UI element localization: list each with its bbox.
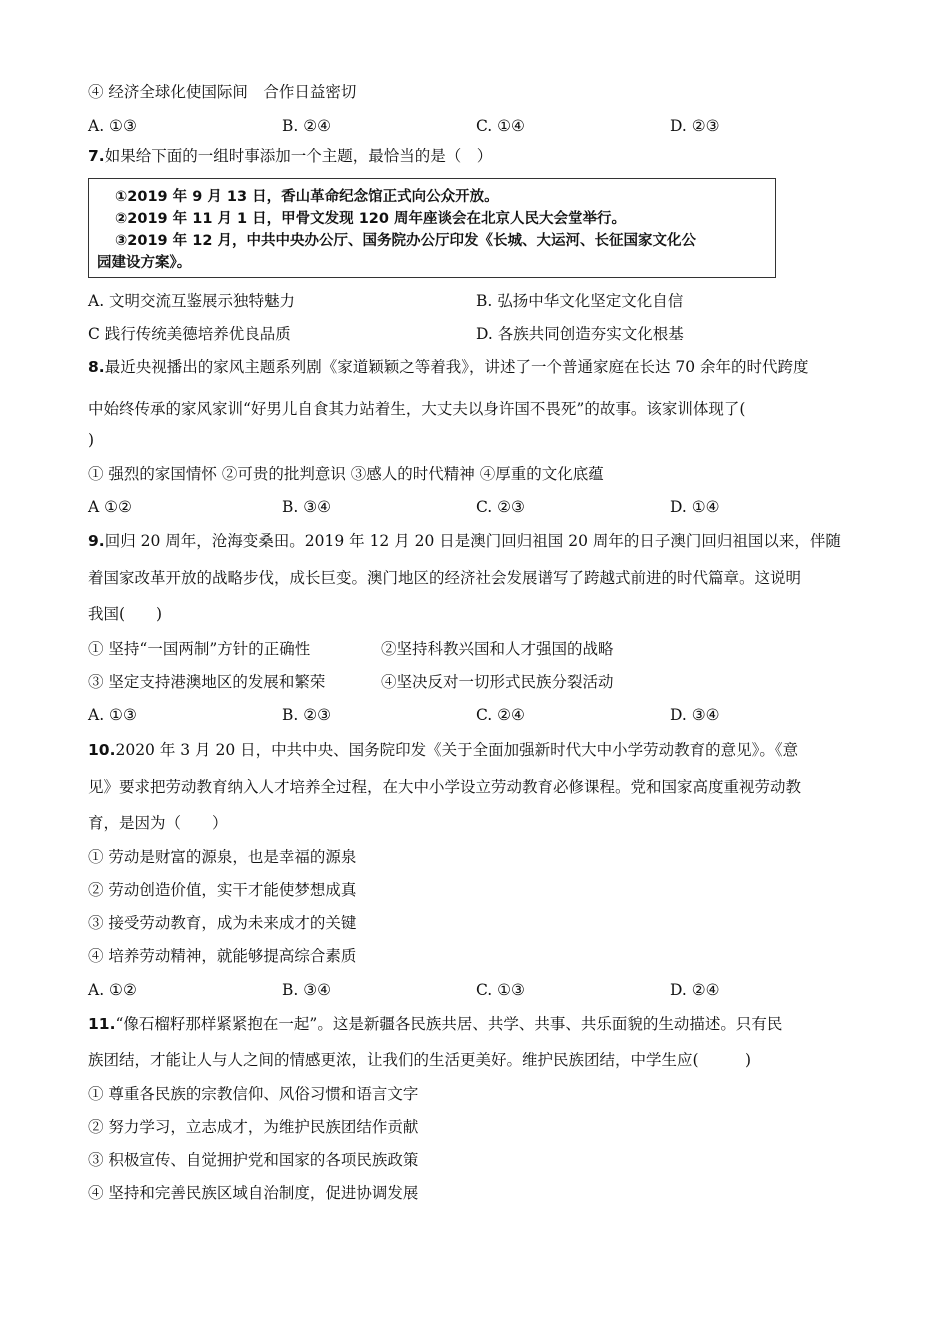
q8-option-c[interactable]: C. ②③ <box>476 498 525 516</box>
q8-stem-text-1: 最近央视播出的家风主题系列剧《家道颖颖之等着我》，讲述了一个普通家庭在长达 70 余年的时代跨度 <box>104 358 809 376</box>
q9-options <box>88 705 808 725</box>
q9-option-a[interactable]: A. ①③ <box>88 706 137 724</box>
q10-number: 10. <box>88 741 116 759</box>
q7-events-box <box>88 178 776 278</box>
q7-stem <box>88 146 492 166</box>
q11-stem-text-1: “像石榴籽那样紧紧抱在一起”。这是新疆各民族共居、共学、共事、共乐面貌的生动描述。只有民 <box>115 1015 783 1033</box>
q8-option-a[interactable]: A ①② <box>88 498 132 516</box>
q9-stem-text-1: 回归 20 周年，沧海变桑田。2019 年 12 月 20 日是澳门回归祖国 20 周年的日子澳门回归祖国以来，伴随 <box>104 532 841 550</box>
q10-option-a[interactable]: A. ①② <box>88 981 137 999</box>
q9-item-2: ②坚持科教兴国和人才强国的战略 <box>381 640 614 658</box>
q7-number: 7. <box>88 147 105 165</box>
q7-option-a[interactable]: A. 文明交流互鉴展示独特魅力 <box>88 292 296 310</box>
q10-stem-text-1: 2020 年 3 月 20 日，中共中央、国务院印发《关于全面加强新时代大中小学劳动教育的意见》。《意 <box>115 741 799 759</box>
q10-option-b[interactable]: B. ③④ <box>282 981 332 999</box>
q11-stem-line-1 <box>88 1014 782 1034</box>
q8-number: 8. <box>88 358 105 376</box>
q10-stem-line-2: 见》要求把劳动教育纳入人才培养全过程，在大中小学设立劳动教育必修课程。党和国家高度重视劳动教 <box>88 778 802 796</box>
q6-option-d[interactable]: D. ②③ <box>670 117 720 135</box>
q8-options <box>88 497 808 517</box>
q8-option-b[interactable]: B. ③④ <box>282 498 332 516</box>
q8-option-d[interactable]: D. ①④ <box>670 498 720 516</box>
q7-option-d[interactable]: D. 各族共同创造夯实文化根基 <box>476 325 684 343</box>
q11-stem-line-2: 族团结，才能让人与人之间的情感更浓，让我们的生活更美好。维护民族团结，中学生应( ) <box>88 1051 752 1069</box>
q10-item-3: ③ 接受劳动教育，成为未来成才的关键 <box>88 914 357 932</box>
q9-option-c[interactable]: C. ②④ <box>476 706 525 724</box>
q7-option-b[interactable]: B. 弘扬中华文化坚定文化自信 <box>476 292 684 310</box>
q9-number: 9. <box>88 532 105 550</box>
q7-event-1: ①2019 年 9 月 13 日，香山革命纪念馆正式向公众开放。 <box>115 189 499 205</box>
q6-option-c[interactable]: C. ①④ <box>476 117 525 135</box>
q9-item-4: ④坚决反对一切形式民族分裂活动 <box>381 673 614 691</box>
q8-stem-line-1 <box>88 357 809 377</box>
q9-stem-line-1 <box>88 531 841 551</box>
q11-item-4: ④ 坚持和完善民族区域自治制度，促进协调发展 <box>88 1184 419 1202</box>
q9-item-3: ③ 坚定支持港澳地区的发展和繁荣 <box>88 673 326 691</box>
q7-options-row-2 <box>88 324 808 344</box>
q10-stem-line-1 <box>88 740 798 760</box>
q9-stem-line-2: 着国家改革开放的战略步伐，成长巨变。澳门地区的经济社会发展谱写了跨越式前进的时代篇章。这说明 <box>88 569 802 587</box>
q10-option-c[interactable]: C. ①③ <box>476 981 525 999</box>
q7-event-2: ②2019 年 11 月 1 日，甲骨文发现 120 周年座谈会在北京人民大会堂举行。 <box>115 211 627 227</box>
q9-items-row-2 <box>88 672 808 692</box>
q11-number: 11. <box>88 1015 116 1033</box>
q9-option-b[interactable]: B. ②③ <box>282 706 332 724</box>
q6-item-4: ④ 经济全球化使国际间 合作日益密切 <box>88 83 357 101</box>
q9-stem-line-3: 我国( ) <box>88 605 163 623</box>
q10-item-2: ② 劳动创造价值，实干才能使梦想成真 <box>88 881 357 899</box>
q10-option-d[interactable]: D. ②④ <box>670 981 720 999</box>
q9-items-row-1 <box>88 639 808 659</box>
q10-item-4: ④ 培养劳动精神，就能够提高综合素质 <box>88 947 357 965</box>
q6-option-b[interactable]: B. ②④ <box>282 117 332 135</box>
q7-event-3-cont: 园建设方案》。 <box>97 255 192 271</box>
q8-stem-line-3: ) <box>88 431 95 449</box>
q11-item-1: ① 尊重各民族的宗教信仰、风俗习惯和语言文字 <box>88 1085 419 1103</box>
q11-item-3: ③ 积极宣传、自觉拥护党和国家的各项民族政策 <box>88 1151 419 1169</box>
q8-items: ① 强烈的家国情怀 ②可贵的批判意识 ③感人的时代精神 ④厚重的文化底蕴 <box>88 465 604 483</box>
q6-option-a[interactable]: A. ①③ <box>88 117 137 135</box>
q7-stem-text: 如果给下面的一组时事添加一个主题，最恰当的是（ ） <box>104 147 493 165</box>
q7-options-row-1 <box>88 291 808 311</box>
q9-option-d[interactable]: D. ③④ <box>670 706 720 724</box>
q7-event-3: ③2019 年 12 月，中共中央办公厅、国务院办公厅印发《长城、大运河、长征国家文化公 <box>115 233 696 249</box>
q9-item-1: ① 坚持“一国两制”方针的正确性 <box>88 640 311 658</box>
q11-item-2: ② 努力学习，立志成才，为维护民族团结作贡献 <box>88 1118 419 1136</box>
q6-options <box>88 116 808 136</box>
q10-item-1: ① 劳动是财富的源泉，也是幸福的源泉 <box>88 848 357 866</box>
q10-stem-line-3: 育，是因为（ ） <box>88 814 228 832</box>
q10-options <box>88 980 808 1000</box>
q8-stem-line-2: 中始终传承的家风家训“好男儿自食其力站着生，大丈夫以身许国不畏死”的故事。该家训体现了( <box>88 400 746 418</box>
q7-option-c[interactable]: C 践行传统美德培养优良品质 <box>88 325 291 343</box>
